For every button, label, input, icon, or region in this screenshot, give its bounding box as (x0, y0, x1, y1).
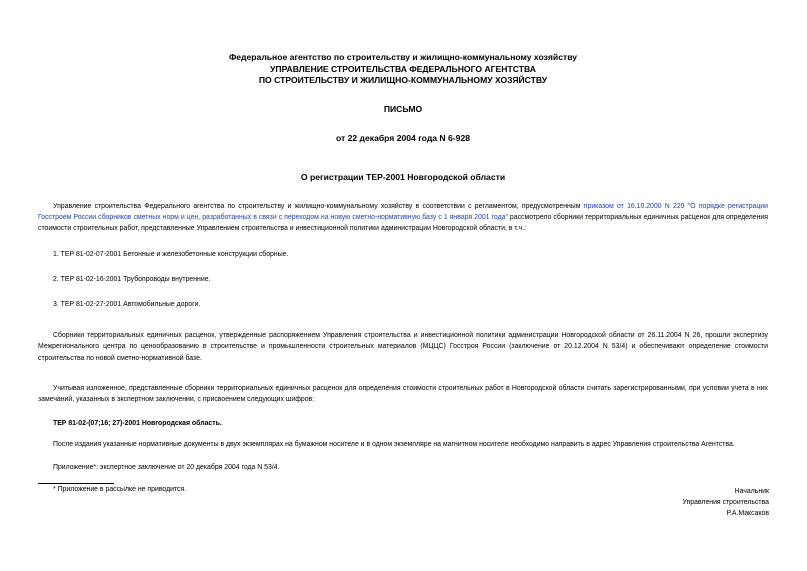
header-department-line2: ПО СТРОИТЕЛЬСТВУ И ЖИЛИЩНО-КОММУНАЛЬНОМУ ХОЗЯЙСТВУ (258, 75, 548, 85)
document-title: О регистрации ТЕР-2001 Новгородской области (300, 171, 506, 182)
signatory-title: Начальник (734, 488, 769, 495)
list-item: 3. ТЕР 81-02-27-2001 Автомобильные дороги. (53, 301, 201, 309)
list-item: 2. ТЕР 81-02-16-2001 Трубопроводы внутренние. (53, 276, 211, 284)
header-department-line1: УПРАВЛЕНИЕ СТРОИТЕЛЬСТВА ФЕДЕРАЛЬНОГО АГЕНТСТВА (270, 63, 536, 74)
appendix-note: Приложение*: экспертное заключение от 20 декабря 2004 года N 53/4. (53, 464, 280, 472)
intro-text-after: рассмотрело сборники территориальных единичных расценок для определения стоимости строительных работ, представленные Управлением строительства и инвестиционной политики администрации Новгородской области, в т.ч.: (38, 213, 768, 232)
order-link[interactable]: приказом от 16.10.2000 N 229 "О порядке регистрации Госстроем России сборников сметных норм и цен, разработанных в связи с переходом на новую сметно-нормативную базу с 1 января 2001 года" (38, 202, 768, 221)
issuer-header (38, 52, 768, 87)
header-agency: Федеральное агентство по строительству и жилищно-коммунальному хозяйству (228, 52, 578, 62)
review-paragraph: Сборники территориальных единичных расценок, утвержденные распоряжением Управления строительства и инвестиционной политики администрации Новгородской области от 26.11.2004 N 26, прошли экспертизу Межрегионального центра по ценообразованию в строительстве и промышленности строительных материалов (МЦЦС) Госстроя России (заключение от 20.12.2004 N 53/4) и обеспечивают определение стоимости строительства по новой сметно-нормативной базе. (38, 332, 768, 362)
submission-paragraph: После издания указанные нормативные документы в двух экземплярах на бумажном носителе и в одном экземпляре на магнитном носителе необходимо направить в адрес Управления строительства Агентства. (53, 441, 735, 449)
assigned-cipher: ТЕР 81-02-(07;16; 27)-2001 Новгородская область. (53, 420, 222, 428)
document-type: ПИСЬМО (383, 103, 423, 114)
footnote-divider (38, 483, 114, 484)
signatory-name: Р.А.Максаков (726, 510, 769, 517)
list-item: 1. ТЕР 81-02-07-2001 Бетонные и железобетонные конструкции сборные. (53, 251, 289, 259)
intro-text-before: Управление строительства Федерального агентства по строительству и жилищно-коммунальному хозяйству в соответствии с регламентом, предусмотренным (53, 202, 584, 210)
footnote: * Приложение в рассылке не приводится. (53, 485, 187, 493)
signature-block (682, 486, 769, 519)
document-date-number: от 22 декабря 2004 года N 6-928 (335, 132, 471, 143)
signatory-department: Управления строительства (682, 499, 769, 506)
registration-paragraph: Учитывая изложенное, представленные сборники территориальных единичных расценок для определения стоимости строительных работ в Новгородской области считать зарегистрированными, при условии учета в них замечаний, указанных в экспертном заключении, с присвоением следующих шифров: (38, 384, 768, 403)
document-page (38, 52, 768, 493)
intro-paragraph (38, 201, 768, 235)
